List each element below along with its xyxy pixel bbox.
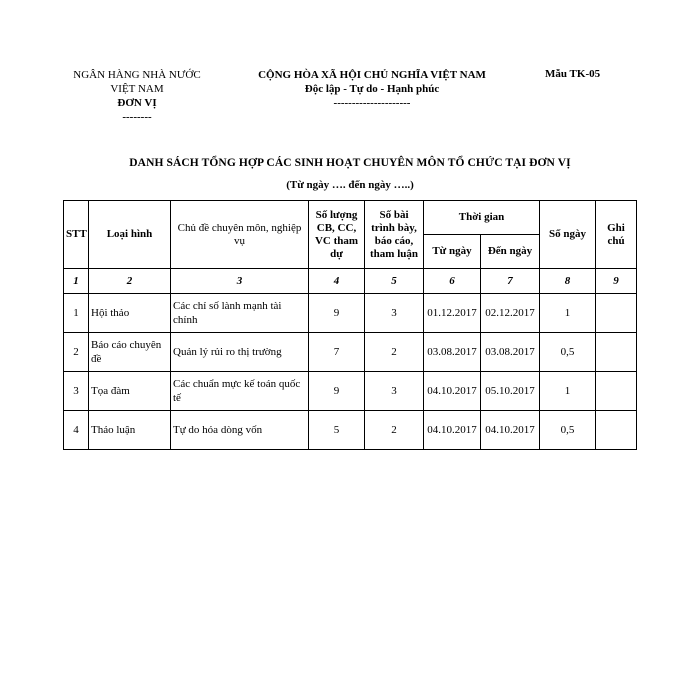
table-row	[64, 333, 637, 372]
cell-stt: 4	[64, 411, 89, 450]
header-from: Từ ngày	[424, 235, 481, 269]
column-number: 3	[171, 269, 309, 294]
cell-days: 0,5	[540, 333, 596, 372]
cell-participants: 9	[309, 372, 365, 411]
table-row	[64, 294, 637, 333]
cell-from: 01.12.2017	[424, 294, 481, 333]
cell-note	[596, 411, 637, 450]
cell-from: 04.10.2017	[424, 372, 481, 411]
issuer-line-2: VIỆT NAM	[110, 83, 164, 95]
cell-to: 03.08.2017	[481, 333, 540, 372]
cell-days: 1	[540, 372, 596, 411]
date-range: (Từ ngày …. đến ngày …..)	[286, 179, 414, 191]
issuer-block	[62, 68, 212, 124]
summary-table	[63, 200, 637, 450]
column-number: 6	[424, 269, 481, 294]
column-number: 9	[596, 269, 637, 294]
cell-type: Thảo luận	[89, 411, 171, 450]
cell-from: 03.08.2017	[424, 333, 481, 372]
cell-topic: Các chỉ số lành mạnh tài chính	[171, 294, 309, 333]
header-topic: Chủ đề chuyên môn, nghiệp vụ	[171, 201, 309, 269]
cell-stt: 2	[64, 333, 89, 372]
cell-participants: 7	[309, 333, 365, 372]
cell-participants: 9	[309, 294, 365, 333]
issuer-line-1: NGÂN HÀNG NHÀ NƯỚC	[73, 69, 201, 81]
column-number: 8	[540, 269, 596, 294]
header-to: Đến ngày	[481, 235, 540, 269]
motto: Độc lập - Tự do - Hạnh phúc	[304, 83, 440, 95]
cell-papers: 3	[365, 294, 424, 333]
column-number: 4	[309, 269, 365, 294]
column-number: 1	[64, 269, 89, 294]
column-number: 5	[365, 269, 424, 294]
document-title: DANH SÁCH TỔNG HỢP CÁC SINH HOẠT CHUYÊN MÔN TỔ CHỨC TẠI ĐƠN VỊ	[129, 157, 571, 169]
issuer-divider: --------	[122, 111, 152, 123]
cell-topic: Quản lý rủi ro thị trường	[171, 333, 309, 372]
column-number-row	[64, 269, 637, 294]
cell-topic: Các chuẩn mực kế toán quốc tế	[171, 372, 309, 411]
cell-type: Báo cáo chuyên đề	[89, 333, 171, 372]
header-time: Thời gian	[424, 201, 540, 235]
cell-note	[596, 294, 637, 333]
header-papers: Số bài trình bày, báo cáo, tham luận	[365, 201, 424, 269]
cell-type: Hội thảo	[89, 294, 171, 333]
cell-papers: 2	[365, 411, 424, 450]
header-participants: Số lượng CB, CC, VC tham dự	[309, 201, 365, 269]
cell-note	[596, 372, 637, 411]
motto-divider: ---------------------	[333, 97, 411, 109]
issuer-unit: ĐƠN VỊ	[117, 97, 157, 109]
cell-note	[596, 333, 637, 372]
cell-to: 04.10.2017	[481, 411, 540, 450]
column-number: 7	[481, 269, 540, 294]
form-code: Mẫu TK-05	[545, 68, 601, 80]
cell-type: Tọa đàm	[89, 372, 171, 411]
table-row	[64, 372, 637, 411]
cell-to: 05.10.2017	[481, 372, 540, 411]
cell-stt: 1	[64, 294, 89, 333]
cell-from: 04.10.2017	[424, 411, 481, 450]
cell-days: 0,5	[540, 411, 596, 450]
cell-stt: 3	[64, 372, 89, 411]
column-number: 2	[89, 269, 171, 294]
cell-papers: 3	[365, 372, 424, 411]
cell-topic: Tự do hóa dòng vốn	[171, 411, 309, 450]
header-type: Loại hình	[89, 201, 171, 269]
table-row	[64, 411, 637, 450]
header-note: Ghi chú	[596, 201, 637, 269]
national-heading	[232, 68, 512, 110]
cell-participants: 5	[309, 411, 365, 450]
header-stt: STT	[64, 201, 89, 269]
country-name: CỘNG HÒA XÃ HỘI CHỦ NGHĨA VIỆT NAM	[258, 69, 486, 81]
cell-days: 1	[540, 294, 596, 333]
header-days: Số ngày	[540, 201, 596, 269]
cell-papers: 2	[365, 333, 424, 372]
cell-to: 02.12.2017	[481, 294, 540, 333]
